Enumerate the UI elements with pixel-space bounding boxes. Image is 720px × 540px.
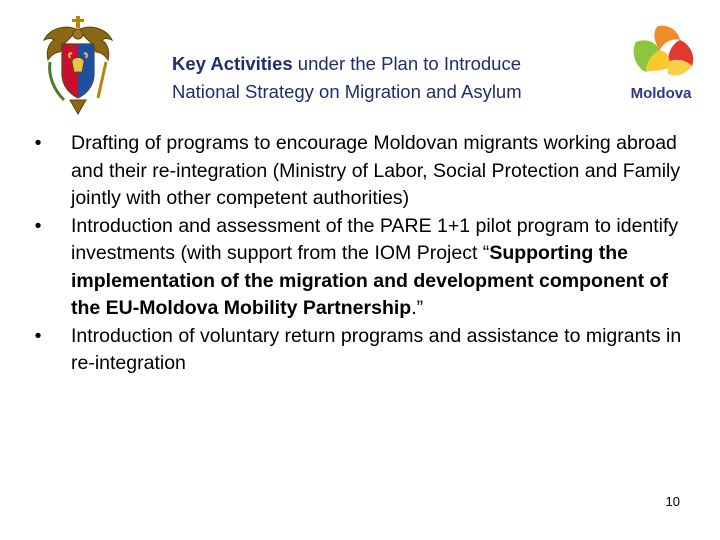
- moldova-brand-logo-icon: [622, 22, 700, 104]
- logo-text: Moldova: [630, 85, 692, 102]
- title-rest: under the Plan to Introduce: [292, 53, 521, 74]
- bullet-text-part-a: Introduction and assessment of the PARE 1+1 pilot program to identify investments (with support from the IOM Project “: [71, 214, 679, 264]
- bullet-icon: •: [34, 324, 42, 347]
- bullet-icon: •: [34, 214, 42, 237]
- bullet-text: Introduction of voluntary return programs and assistance to migrants in re-integration: [71, 324, 682, 374]
- list-item: [30, 130, 690, 213]
- moldova-coat-of-arms-icon: [40, 14, 116, 118]
- bullet-text-bold: Supporting the implementation of the migration and development component of the EU-Moldova Mobility Partnership: [71, 242, 668, 319]
- list-item: [30, 213, 690, 323]
- bullet-text-part-c: .”: [411, 297, 424, 319]
- title-bold: Key Activities: [172, 53, 293, 74]
- title-line-2: National Strategy on Migration and Asylum: [172, 81, 522, 102]
- page-title: [172, 50, 632, 106]
- list-item: [30, 323, 690, 378]
- bullet-icon: •: [34, 132, 42, 154]
- title-line-1: [172, 50, 632, 78]
- bullet-text: Drafting of programs to encourage Moldovan migrants working abroad and their re-integration (Ministry of Labor, Social Protection and Family jointly with other competent authorities): [71, 132, 681, 209]
- bullet-list: [30, 130, 690, 378]
- page-number: 10: [665, 494, 680, 509]
